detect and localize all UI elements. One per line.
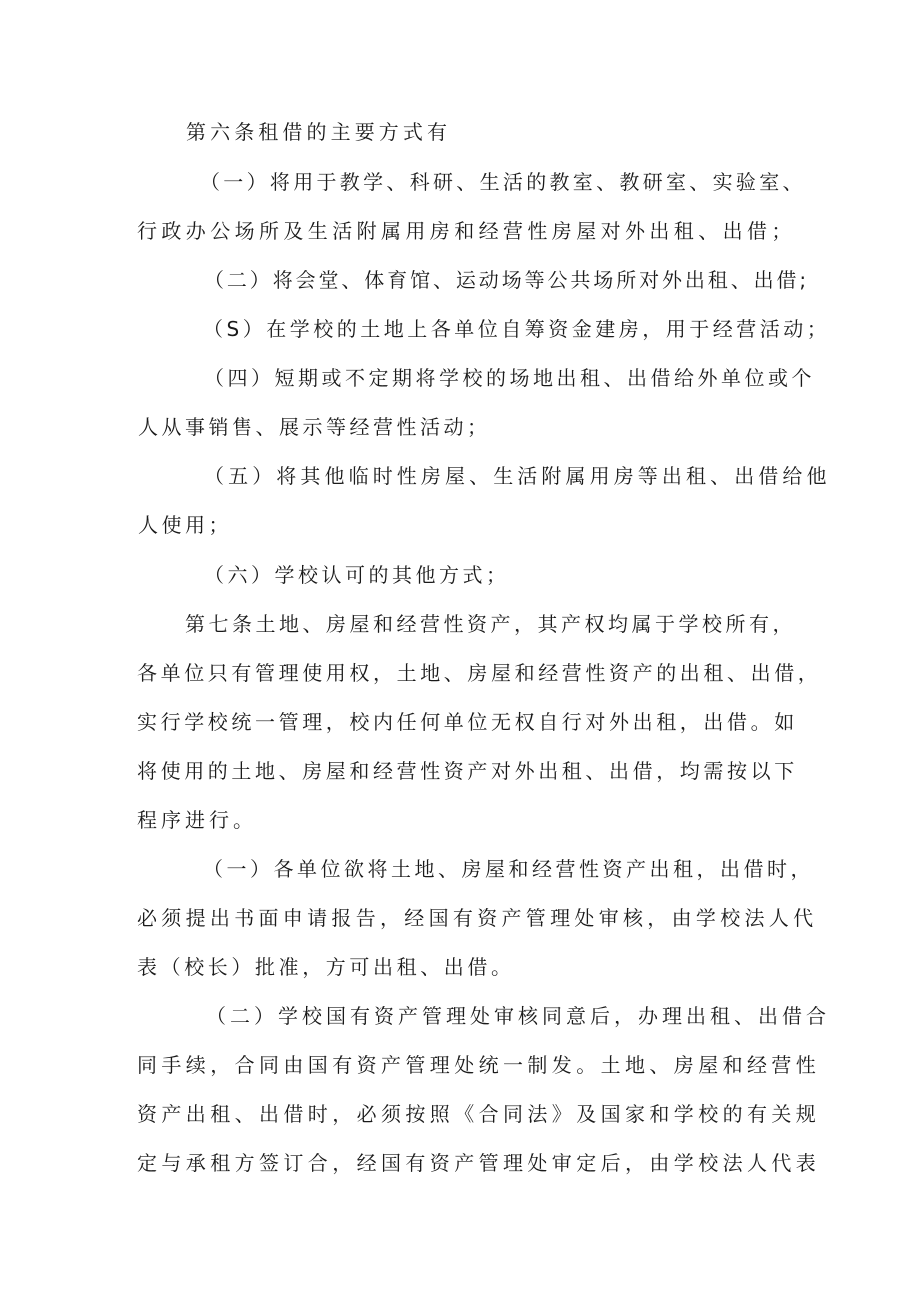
article-7-item-1-line-2: 必须提出书面申请报告，经国有资产管理处审核，由学校法人代 [137,906,818,930]
article-7-line-2: 各单位只有管理使用权，土地、房屋和经营性资产的出租、出借， [137,661,822,685]
article-7-line-3: 实行学校统一管理，校内任何单位无权自行对外出租，出借。如 [137,710,798,734]
article-6-item-1-line-1: （一）将用于教学、科研、生活的教室、教研室、实验室、 [200,170,806,194]
article-6-item-4-line-1: （四）短期或不定期将学校的场地出租、出借给外单位或个 [204,366,815,390]
article-7-line-5: 程序进行。 [137,808,257,832]
article-7-item-1-line-1: （一）各单位欲将土地、房屋和经营性资产出租，出借时， [203,857,814,881]
article-6-heading: 第六条租借的主要方式有 [186,120,452,144]
article-6-item-1-line-2: 行政办公场所及生活附属用房和经营性房屋对外出租、出借； [137,219,796,243]
article-7-item-2-line-4: 定与承租方签订合，经国有资产管理处审定后，由学校法人代表 [137,1151,821,1175]
article-6-item-3: （S）在学校的土地上各单位自筹资金建房，用于经营活动； [203,317,831,341]
article-6-item-5-line-2: 人使用； [138,513,232,537]
article-7-item-2-line-1: （二）学校国有资产管理处审核同意后，办理出租、出借合 [206,1004,830,1028]
article-6-item-2: （二）将会堂、体育馆、运动场等公共场所对外出租、出借; [204,268,810,292]
article-7-line-4: 将使用的土地、房屋和经营性资产对外出租、出借，均需按以下 [137,759,798,783]
article-6-item-6: （六）学校认可的其他方式； [204,563,510,587]
article-7-item-2-line-3: 资产出租、出借时，必须按照《合同法》及国家和学校的有关规 [137,1102,821,1126]
article-6-item-5-line-1: （五）将其他临时性房屋、生活附属用房等出租、出借给他 [204,464,831,488]
article-6-item-4-line-2: 人从事销售、展示等经营性活动； [138,415,491,439]
article-7-item-1-line-3: 表（校长）批准，方可出租、出借。 [137,955,515,979]
article-7-line-1: 第七条土地、房屋和经营性资产，其产权均属于学校所有， [185,612,796,636]
article-7-item-2-line-2: 同手续，合同由国有资产管理处统一制发。土地、房屋和经营性 [137,1053,821,1077]
